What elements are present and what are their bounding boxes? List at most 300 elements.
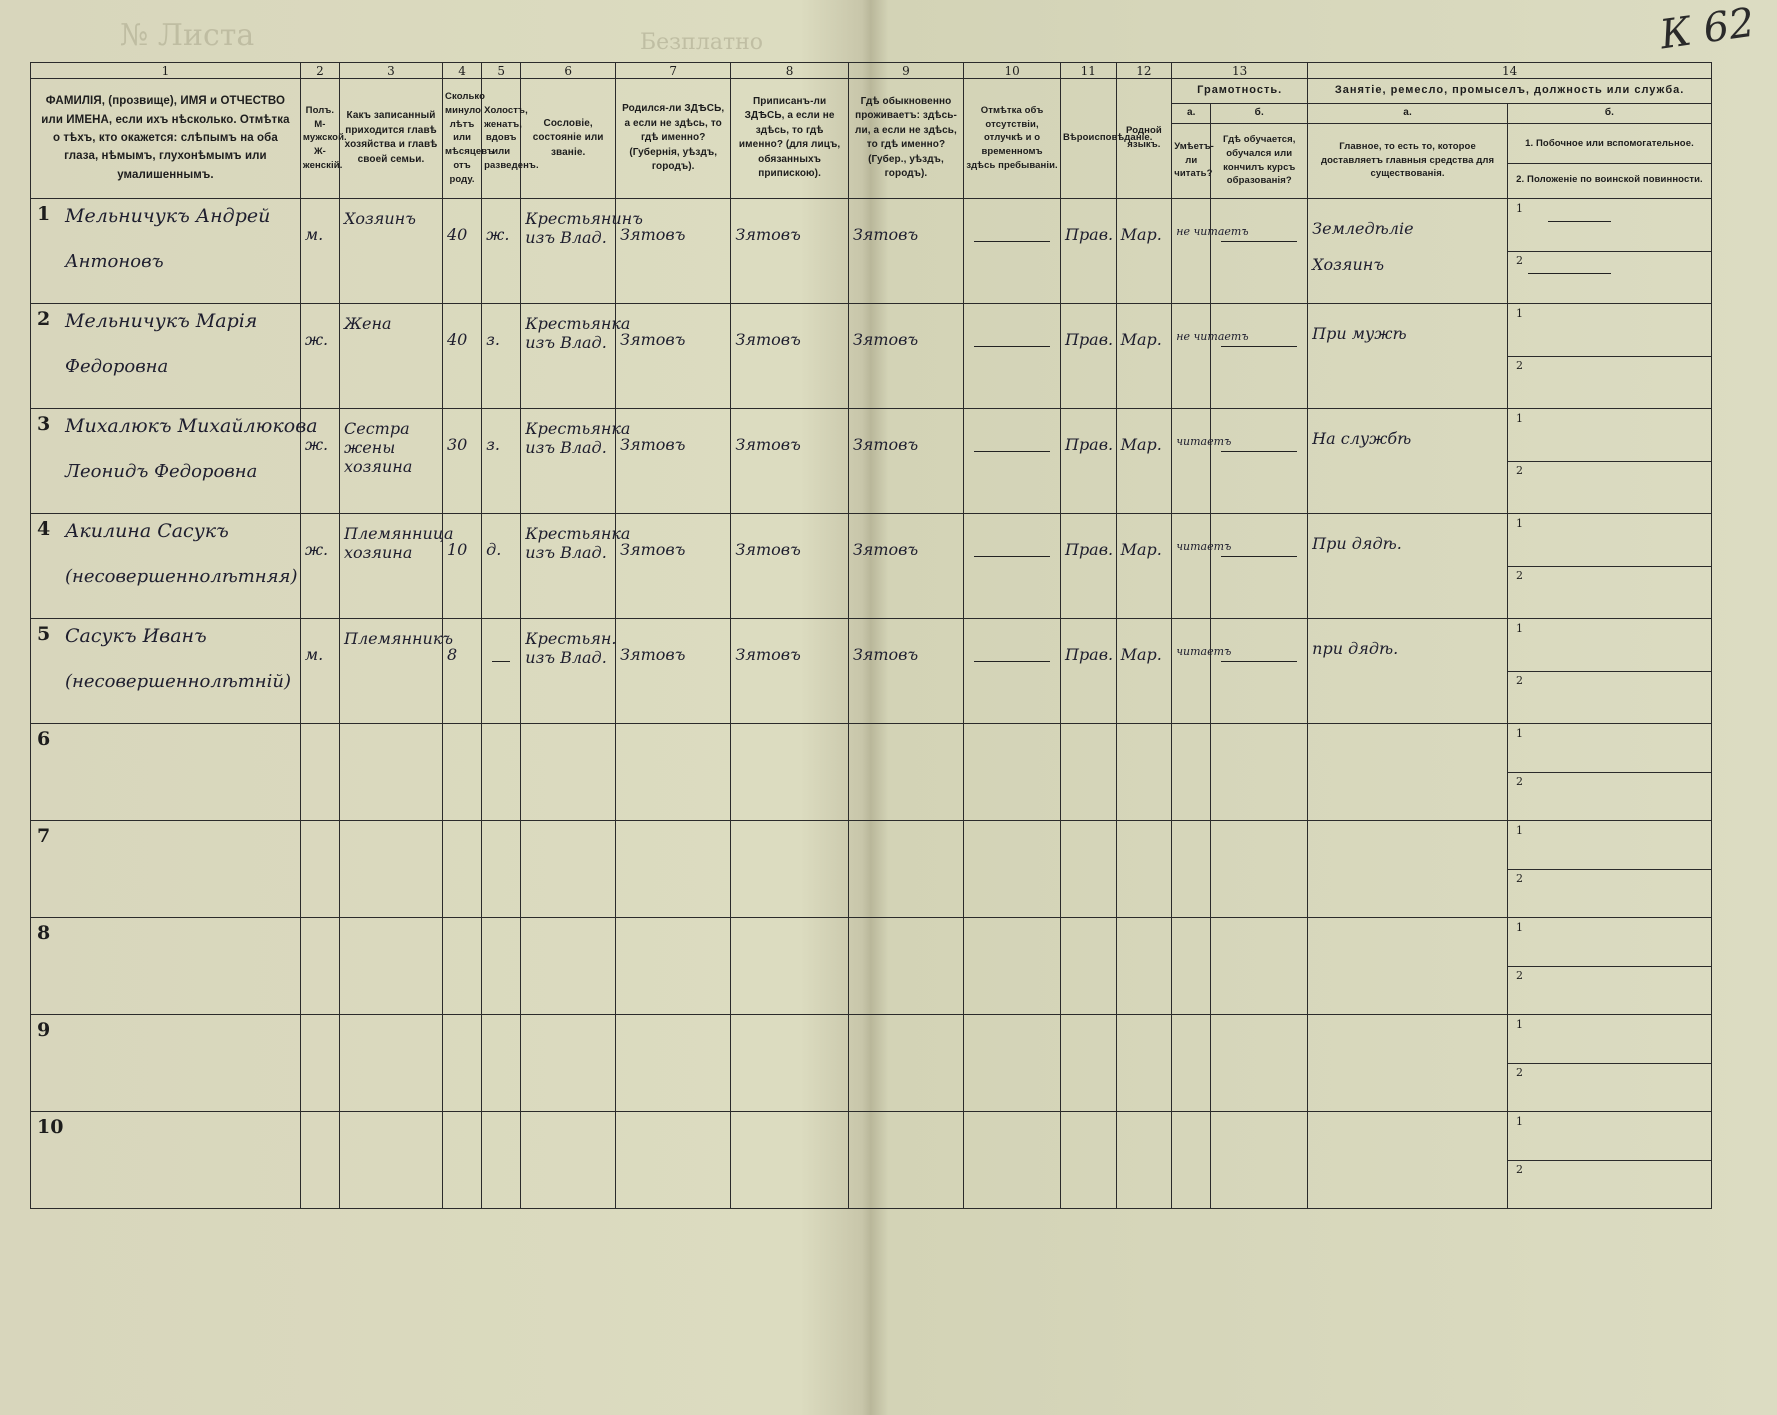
occupation-value: При мужѣ [1312, 323, 1407, 343]
subrow-label-2: 2 [1515, 673, 1523, 687]
colnum-7: 7 [616, 63, 731, 79]
registered-value: Зятовъ [735, 539, 801, 559]
cell-secondary [1507, 198, 1711, 303]
language-value: Мар. [1120, 539, 1162, 559]
cell-age [443, 1014, 482, 1111]
background-stamp-left: № Листа [120, 18, 255, 53]
language-value: Мар. [1120, 434, 1162, 454]
cell-relation [340, 723, 443, 820]
residence-value: Зятовъ [852, 539, 919, 559]
cell-estate [521, 198, 643, 303]
table-row [31, 513, 1712, 618]
subrow-label-1: 1 [1515, 516, 1523, 530]
cell-absence [964, 198, 1061, 303]
cell-occupation [1308, 1111, 1508, 1208]
age-value: 30 [447, 434, 468, 454]
marital-value: д. [486, 539, 502, 559]
dash-mark [974, 661, 1050, 662]
occupation-value: На службѣ [1312, 428, 1412, 448]
header-estate: Сословіе, состояніе или званіе. [521, 79, 616, 199]
cell-religion [1060, 1014, 1116, 1111]
cell-marital [482, 198, 521, 303]
row-number: 9 [37, 1018, 51, 1041]
cell-language [1116, 198, 1172, 303]
estate-value: Крестьянка изъ Влад. [525, 523, 631, 562]
subrow-label-1: 1 [1515, 1114, 1523, 1128]
cell-registered [731, 820, 848, 917]
person-name: Михалюкъ Михайлюкова [65, 414, 318, 437]
cell-language [1116, 1014, 1172, 1111]
cell-absence [964, 408, 1061, 513]
cell-sex [300, 917, 339, 1014]
cell-residence [848, 723, 963, 820]
cell-birthplace [616, 1111, 731, 1208]
header-religion: Вѣроисповѣданіе. [1060, 79, 1116, 199]
cell-relation [340, 1014, 443, 1111]
cell-secondary [1507, 513, 1711, 618]
cell-literacy [1172, 618, 1232, 723]
marital-value: ж. [486, 224, 510, 244]
cell-age [443, 198, 482, 303]
cell-estate [521, 513, 631, 618]
table-row [31, 618, 1712, 723]
cell-relation [340, 820, 443, 917]
cell-sex [300, 198, 339, 303]
cell-residence [848, 917, 963, 1014]
cell-estate [521, 723, 616, 820]
cell-marital [482, 1014, 521, 1111]
cell-marital [482, 917, 521, 1014]
cell-name [31, 1111, 301, 1208]
estate-value: Крестьянка изъ Влад. [525, 418, 631, 457]
subrow-divider [1508, 1063, 1711, 1064]
cell-registered [731, 1111, 848, 1208]
language-value: Мар. [1120, 224, 1162, 244]
relation-value: Племянникъ [344, 628, 454, 648]
religion-value: Прав. [1064, 539, 1114, 559]
cell-occupation [1308, 618, 1508, 723]
cell-education [1211, 303, 1308, 408]
birthplace-value: Зятовъ [620, 644, 686, 664]
cell-literacy [1172, 1014, 1211, 1111]
cell-birthplace [616, 303, 731, 408]
cell-sex [300, 1111, 339, 1208]
census-table [30, 62, 1712, 1209]
registered-value: Зятовъ [735, 329, 801, 349]
colnum-1: 1 [31, 63, 301, 79]
cell-estate [521, 618, 616, 723]
row-number: 6 [37, 727, 51, 750]
subrow-label-2: 2 [1515, 358, 1523, 372]
header-literacy-a: Умѣетъ-ли читать? [1172, 123, 1211, 198]
row-number: 10 [37, 1115, 64, 1138]
dash-mark [974, 556, 1050, 557]
registered-value: Зятовъ [735, 224, 801, 244]
cell-estate [521, 303, 631, 408]
cell-birthplace [616, 820, 731, 917]
header-occupation-secondary [1507, 123, 1711, 198]
cell-registered [731, 723, 848, 820]
cell-religion [1060, 408, 1116, 513]
subrow-label-1: 1 [1515, 201, 1523, 215]
literacy-value: не читаетъ [1176, 224, 1249, 238]
religion-value: Прав. [1064, 329, 1114, 349]
cell-birthplace [616, 723, 731, 820]
cell-occupation [1308, 408, 1508, 513]
subrow-divider [1508, 1160, 1711, 1161]
cell-age [443, 1111, 482, 1208]
header-literacy-b: Гдѣ обучается, обучался или кончилъ курсъ образованія? [1211, 123, 1308, 198]
cell-occupation [1308, 303, 1508, 408]
cell-religion [1060, 513, 1116, 618]
age-value: 8 [447, 644, 458, 664]
colnum-14: 14 [1308, 63, 1712, 79]
subrow-divider [1508, 251, 1711, 252]
cell-language [1116, 303, 1172, 408]
background-stamp-center: Безплатно [640, 30, 764, 55]
cell-marital [482, 1111, 521, 1208]
subrow-label-1: 1 [1515, 726, 1523, 740]
dash-mark [974, 451, 1050, 452]
cell-secondary [1507, 1111, 1711, 1208]
header-language: Родной языкъ. [1116, 79, 1172, 199]
subrow-label-2: 2 [1515, 463, 1523, 477]
religion-value: Прав. [1064, 224, 1114, 244]
table-row [31, 1014, 1712, 1111]
cell-age [443, 303, 482, 408]
cell-relation [340, 303, 443, 408]
cell-birthplace [616, 1014, 731, 1111]
colnum-2: 2 [300, 63, 339, 79]
cell-name [31, 198, 301, 303]
table-row [31, 820, 1712, 917]
cell-birthplace [616, 408, 731, 513]
cell-residence [848, 1014, 963, 1111]
cell-birthplace [616, 198, 731, 303]
header-absence: Отмѣтка объ отсутствіи, отлучкѣ и о временномъ здѣсь пребываніи. [964, 79, 1061, 199]
cell-age [443, 820, 482, 917]
cell-occupation [1308, 917, 1508, 1014]
row-number: 3 [37, 412, 51, 435]
cell-name [31, 618, 301, 723]
literacy-value: читаетъ [1176, 434, 1232, 448]
cell-language [1116, 618, 1172, 723]
cell-language [1116, 513, 1172, 618]
cell-registered [731, 408, 848, 513]
sex-value: ж. [304, 329, 329, 349]
registered-value: Зятовъ [735, 434, 801, 454]
table-row [31, 917, 1712, 1014]
cell-secondary [1507, 303, 1711, 408]
colnum-13: 13 [1172, 63, 1308, 79]
dash-mark [974, 346, 1050, 347]
residence-value: Зятовъ [852, 224, 919, 244]
subrow-label-2: 2 [1515, 568, 1523, 582]
cell-education [1211, 408, 1308, 513]
cell-name [31, 513, 301, 618]
estate-value: Крестьянинъ изъ Влад. [525, 208, 643, 247]
person-patronymic: Леонидъ Федоровна [65, 460, 258, 482]
relation-value: Сестра жены хозяина [344, 418, 413, 476]
cell-name [31, 303, 301, 408]
row-number: 4 [37, 517, 51, 540]
subrow-divider [1508, 671, 1711, 672]
side-occupation-dash [1548, 221, 1611, 222]
cell-estate [521, 408, 631, 513]
occupation-value-2: Хозяинъ [1312, 254, 1385, 274]
header-residence: Гдѣ обыкновенно проживаетъ: здѣсь-ли, а если не здѣсь, то гдѣ именно? (Губер., уѣздъ, городъ). [848, 79, 963, 199]
subrow-label-2: 2 [1515, 253, 1523, 267]
dash-mark [492, 661, 510, 662]
row-number: 1 [37, 202, 51, 225]
header-occupation: Занятіе, ремесло, промыселъ, должность или служба. [1308, 79, 1712, 104]
relation-value: Жена [344, 313, 392, 333]
cell-literacy [1172, 198, 1249, 303]
cell-language [1116, 917, 1172, 1014]
subrow-label-2: 2 [1515, 968, 1523, 982]
header-occupation-a-label: а. [1308, 104, 1508, 124]
subrow-divider [1508, 566, 1711, 567]
cell-occupation [1308, 723, 1508, 820]
census-rows [31, 198, 1712, 1208]
row-number: 2 [37, 307, 51, 330]
cell-age [443, 408, 482, 513]
cell-secondary [1507, 408, 1711, 513]
cell-residence [848, 820, 963, 917]
cell-birthplace [616, 513, 731, 618]
cell-relation [340, 198, 443, 303]
cell-name [31, 723, 301, 820]
relation-value: Племянница хозяина [344, 523, 454, 562]
header-military: 2. Положеніе по воинской повинности. [1516, 174, 1703, 186]
colnum-5: 5 [482, 63, 521, 79]
cell-religion [1060, 723, 1116, 820]
estate-value: Крестьянка изъ Влад. [525, 313, 631, 352]
cell-residence [848, 618, 963, 723]
cell-name [31, 820, 301, 917]
language-value: Мар. [1120, 644, 1162, 664]
subrow-label-1: 1 [1515, 411, 1523, 425]
relation-value: Хозяинъ [344, 208, 416, 228]
cell-secondary [1507, 917, 1711, 1014]
cell-marital [482, 513, 521, 618]
cell-occupation [1308, 513, 1508, 618]
cell-secondary [1507, 723, 1711, 820]
cell-sex [300, 723, 339, 820]
cell-name [31, 1014, 301, 1111]
cell-relation [340, 408, 443, 513]
age-value: 40 [447, 329, 468, 349]
sex-value: м. [304, 224, 324, 244]
cell-estate [521, 820, 616, 917]
cell-absence [964, 917, 1061, 1014]
person-patronymic: (несовершеннолѣтній) [65, 670, 291, 692]
cell-registered [731, 618, 848, 723]
header-birthplace: Родился-ли ЗДѢСЬ, а если не здѣсь, то гдѣ именно? (Губернія, уѣздъ, городъ). [616, 79, 731, 199]
cell-birthplace [616, 618, 731, 723]
cell-secondary [1507, 618, 1711, 723]
cell-relation [340, 1111, 443, 1208]
dash-mark [1221, 451, 1297, 452]
table-row [31, 198, 1712, 303]
cell-language [1116, 1111, 1172, 1208]
cell-residence [848, 408, 963, 513]
cell-language [1116, 820, 1172, 917]
colnum-11: 11 [1060, 63, 1116, 79]
person-name: Акилина Сасукъ [65, 519, 229, 542]
cell-birthplace [616, 917, 731, 1014]
colnum-9: 9 [848, 63, 963, 79]
cell-religion [1060, 198, 1116, 303]
cell-religion [1060, 1111, 1116, 1208]
marital-value: з. [486, 329, 500, 349]
cell-registered [731, 917, 848, 1014]
cell-language [1116, 723, 1172, 820]
occupation-value: Земледѣліе [1312, 218, 1414, 238]
cell-absence [964, 1014, 1061, 1111]
cell-secondary [1507, 820, 1711, 917]
dash-mark [1221, 556, 1297, 557]
cell-absence [964, 723, 1061, 820]
cell-residence [848, 303, 963, 408]
colnum-8: 8 [731, 63, 848, 79]
subrow-label-2: 2 [1515, 1162, 1523, 1176]
age-value: 40 [447, 224, 468, 244]
cell-estate [521, 1111, 616, 1208]
header-age: Сколько минуло лѣтъ или мѣсяцевъ отъ роду. [443, 79, 482, 199]
cell-literacy [1172, 303, 1249, 408]
cell-sex [300, 408, 339, 513]
birthplace-value: Зятовъ [620, 329, 686, 349]
header-marital: Холостъ, женатъ, вдовъ или разведенъ. [482, 79, 521, 199]
cell-literacy [1172, 513, 1232, 618]
subrow-label-1: 1 [1515, 920, 1523, 934]
table-row [31, 1111, 1712, 1208]
subrow-label-2: 2 [1515, 871, 1523, 885]
cell-relation [340, 513, 454, 618]
row-number: 8 [37, 921, 51, 944]
cell-education [1211, 1111, 1308, 1208]
header-occupation-b-label: б. [1507, 104, 1711, 124]
cell-sex [300, 820, 339, 917]
cell-literacy [1172, 917, 1211, 1014]
cell-registered [731, 1014, 848, 1111]
cell-residence [848, 198, 963, 303]
person-patronymic: Антоновъ [65, 250, 164, 272]
cell-registered [731, 198, 848, 303]
cell-religion [1060, 618, 1116, 723]
cell-absence [964, 303, 1061, 408]
cell-education [1211, 820, 1308, 917]
dash-mark [1221, 661, 1297, 662]
cell-marital [482, 820, 521, 917]
cell-age [443, 723, 482, 820]
subrow-label-1: 1 [1515, 823, 1523, 837]
cell-absence [964, 513, 1061, 618]
cell-religion [1060, 303, 1116, 408]
row-number: 5 [37, 622, 51, 645]
colnum-3: 3 [340, 63, 443, 79]
dash-mark [1221, 241, 1297, 242]
cell-language [1116, 408, 1172, 513]
cell-registered [731, 303, 848, 408]
colnum-4: 4 [443, 63, 482, 79]
table-row [31, 303, 1712, 408]
colnum-6: 6 [521, 63, 616, 79]
subrow-divider [1508, 461, 1711, 462]
cell-marital [482, 408, 521, 513]
cell-age [443, 618, 482, 723]
estate-value: Крестьян. изъ Влад. [525, 628, 617, 667]
cell-education [1211, 723, 1308, 820]
cell-religion [1060, 820, 1116, 917]
cell-secondary [1507, 1014, 1711, 1111]
sex-value: м. [304, 644, 324, 664]
subrow-label-2: 2 [1515, 1065, 1523, 1079]
cell-marital [482, 618, 521, 723]
column-number-row [31, 63, 1712, 79]
cell-literacy [1172, 1111, 1211, 1208]
subrow-divider [1508, 869, 1711, 870]
header-literacy: Грамотность. [1172, 79, 1308, 104]
literacy-value: читаетъ [1176, 539, 1232, 553]
cell-literacy [1172, 820, 1211, 917]
cell-registered [731, 513, 848, 618]
cell-occupation [1308, 820, 1508, 917]
person-patronymic: Федоровна [65, 355, 169, 377]
cell-estate [521, 1014, 616, 1111]
person-name: Сасукъ Иванъ [65, 624, 207, 647]
archive-mark: К 62 [1657, 0, 1758, 59]
header-literacy-b-label: б. [1211, 104, 1308, 124]
colnum-12: 12 [1116, 63, 1172, 79]
header-name: ФАМИЛІЯ, (прозвище), ИМЯ и ОТЧЕСТВО или ИМЕНА, если ихъ нѣсколько. Отмѣтка о тѣхъ, кто окажется: слѣпымъ на оба глаза, нѣмымъ, глухонѣмымъ или умалишеннымъ. [31, 79, 301, 199]
birthplace-value: Зятовъ [620, 539, 686, 559]
header-side-occupation: 1. Побочное или вспомогательное. [1508, 125, 1711, 164]
header-occupation-main: Главное, то есть то, которое доставляетъ главныя средства для существованія. [1308, 123, 1508, 198]
residence-value: Зятовъ [852, 644, 919, 664]
literacy-value: не читаетъ [1176, 329, 1249, 343]
religion-value: Прав. [1064, 434, 1114, 454]
literacy-value: читаетъ [1176, 644, 1232, 658]
sex-value: ж. [304, 434, 329, 454]
subrow-divider [1508, 966, 1711, 967]
person-name: Мельничукъ Андрей [65, 204, 271, 227]
subrow-label-2: 2 [1515, 774, 1523, 788]
header-relation: Какъ записанный приходится главѣ хозяйства и главѣ своей семьи. [340, 79, 443, 199]
military-dash [1528, 273, 1611, 274]
cell-education [1211, 917, 1308, 1014]
header-sex: Полъ. М-мужской. Ж-женскій. [300, 79, 339, 199]
cell-education [1211, 513, 1308, 618]
sex-value: ж. [304, 539, 329, 559]
colnum-10: 10 [964, 63, 1061, 79]
table-row [31, 408, 1712, 513]
subrow-label-1: 1 [1515, 306, 1523, 320]
cell-residence [848, 513, 963, 618]
cell-literacy [1172, 723, 1211, 820]
cell-relation [340, 917, 443, 1014]
religion-value: Прав. [1064, 644, 1114, 664]
row-number: 7 [37, 824, 51, 847]
cell-age [443, 513, 482, 618]
occupation-value: При дядѣ. [1312, 533, 1402, 553]
cell-religion [1060, 917, 1116, 1014]
header-literacy-a-label: а. [1172, 104, 1211, 124]
age-value: 10 [447, 539, 468, 559]
subrow-label-1: 1 [1515, 621, 1523, 635]
cell-occupation [1308, 1014, 1508, 1111]
